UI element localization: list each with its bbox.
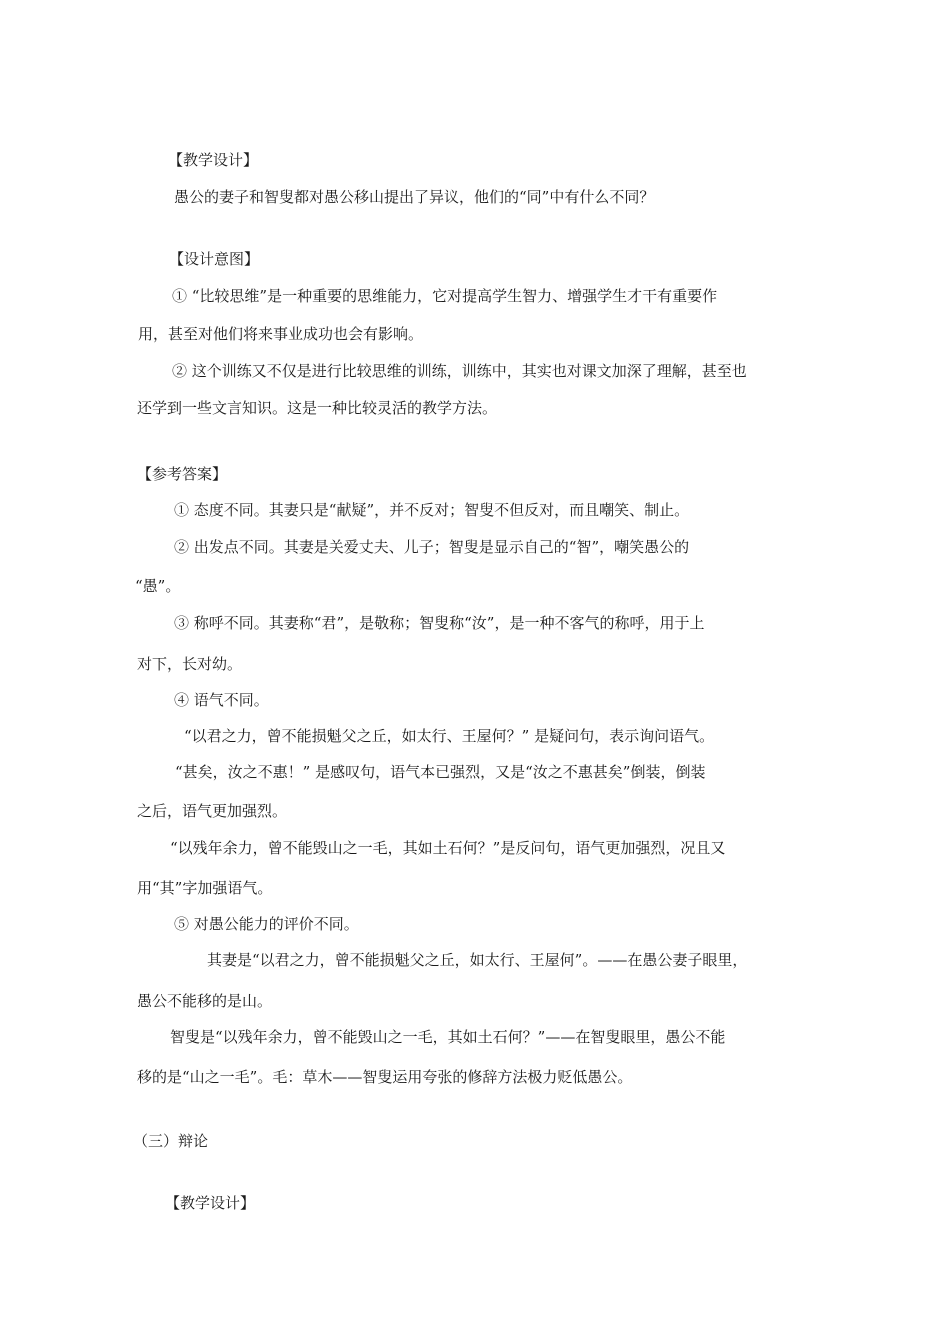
paragraph-line: 用，甚至对他们将来事业成功也会有影响。	[138, 325, 424, 343]
answer-line: 之后，语气更加强烈。	[137, 802, 288, 820]
answer-line: 对下，长对幼。	[137, 655, 243, 673]
answer-line: 用“其”字加强语气。	[137, 879, 273, 897]
answer-line: “以君之力，曾不能损魁父之丘，如太行、王屋何？” 是疑问句，表示询问语气。	[184, 727, 715, 745]
paragraph-line: ② 这个训练又不仅是进行比较思维的训练，训练中，其实也对课文加深了理解，甚至也	[172, 362, 747, 380]
paragraph-line: 还学到一些文言知识。这是一种比较灵活的教学方法。	[137, 399, 498, 417]
section-heading-design-intent: 【设计意图】	[169, 250, 260, 268]
section-heading-reference-answer: 【参考答案】	[137, 465, 228, 483]
answer-line: “以残年余力，曾不能毁山之一毛，其如土石何？”是反问句，语气更加强烈，况且又	[170, 839, 726, 857]
answer-line: ⑤ 对愚公能力的评价不同。	[174, 915, 359, 933]
question-text: 愚公的妻子和智叟都对愚公移山提出了异议，他们的“同”中有什么不同？	[174, 188, 655, 206]
answer-line: “愚”。	[135, 577, 181, 595]
answer-line: ① 态度不同。其妻只是“献疑”，并不反对；智叟不但反对，而且嘲笑、制止。	[174, 501, 690, 519]
answer-line: ② 出发点不同。其妻是关爱丈夫、儿子；智叟是显示自己的“智”，嘲笑愚公的	[174, 538, 690, 556]
answer-line: 智叟是“以残年余力，曾不能毁山之一毛，其如土石何？”——在智叟眼里，愚公不能	[170, 1028, 726, 1046]
answer-line: ③ 称呼不同。其妻称“君”，是敬称；智叟称“汝”，是一种不客气的称呼，用于上	[174, 614, 705, 632]
section-heading-teaching-design-2: 【教学设计】	[165, 1194, 256, 1212]
answer-line: 其妻是“以君之力，曾不能损魁父之丘，如太行、王屋何”。——在愚公妻子眼里，	[207, 951, 748, 969]
section-heading-teaching-design: 【教学设计】	[168, 151, 259, 169]
answer-line: ④ 语气不同。	[174, 691, 269, 709]
answer-line: “甚矣，汝之不惠！” 是感叹句，语气本已强烈，又是“汝之不惠甚矣”倒装，倒装	[175, 763, 706, 781]
answer-line: 愚公不能移的是山。	[137, 992, 273, 1010]
answer-line: 移的是“山之一毛”。毛：草木——智叟运用夸张的修辞方法极力贬低愚公。	[137, 1068, 633, 1086]
section-heading-debate: （三）辩论	[133, 1132, 209, 1150]
paragraph-line: ① “比较思维”是一种重要的思维能力，它对提高学生智力、增强学生才干有重要作	[172, 287, 718, 305]
